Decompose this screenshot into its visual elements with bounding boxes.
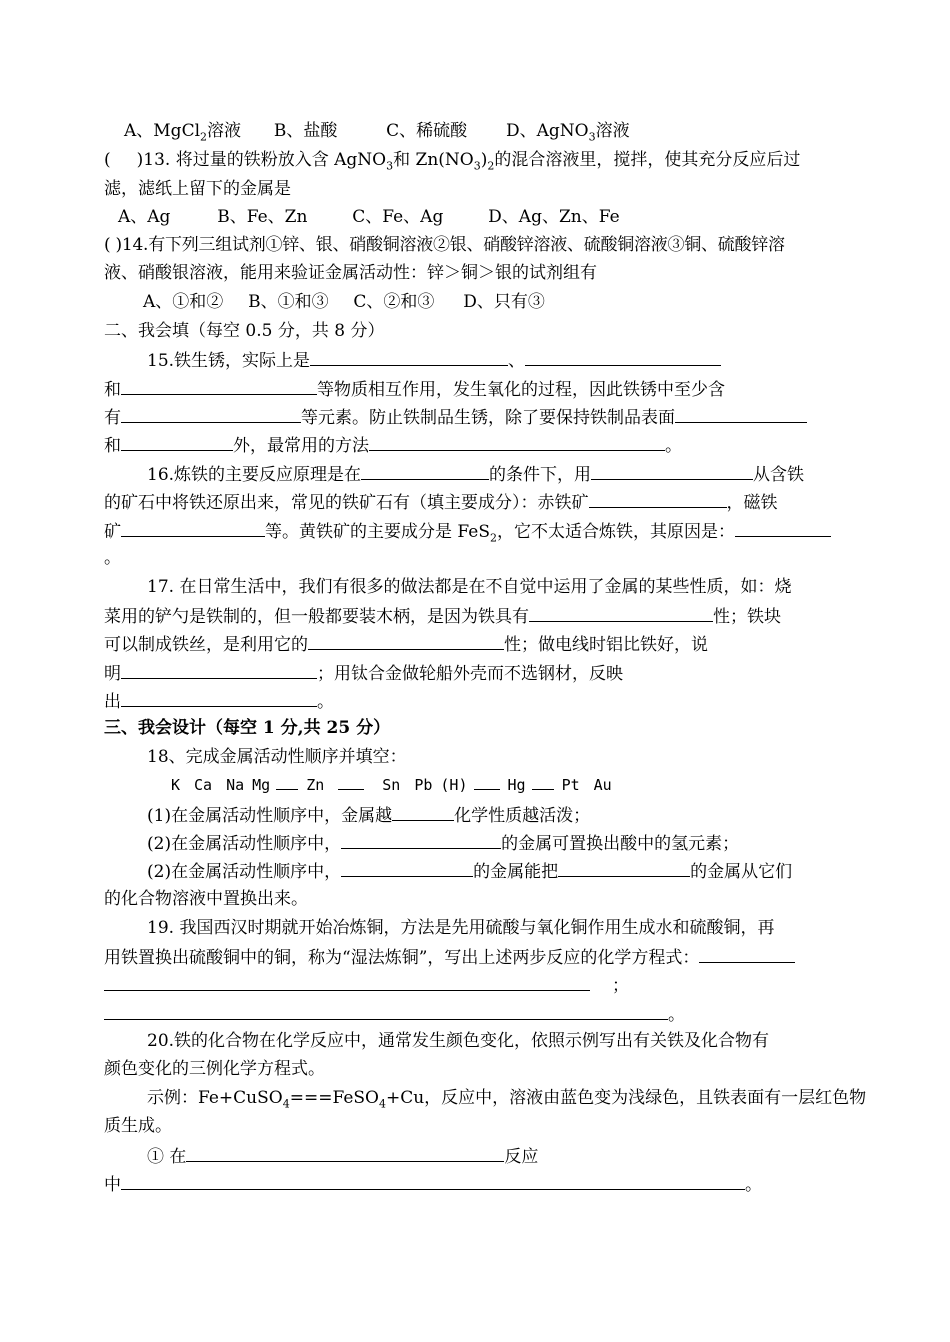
q13-line-1: ( )13. 将过量的铁粉放入含 AgNO$_3$和 $Zn(NO_3)_2$的混合溶液里，搅拌，使其充分反应后过	[104, 150, 801, 173]
q20-line-1: 20.铁的化合物在化学反应中，通常发生颜色变化，依照示例写出有关铁及化合物有	[147, 1031, 770, 1051]
q13-options	[118, 206, 620, 228]
q18-blank-6[interactable]	[341, 831, 501, 849]
q20-blank-2[interactable]	[121, 1172, 745, 1190]
q15-line-1: 15.铁生锈，实际上是 、	[147, 348, 721, 372]
q20-example-cont: 质生成。	[104, 1116, 172, 1136]
q13-option-b: B、Fe、Zn	[217, 207, 308, 227]
q17-line-2: 菜用的铲勺是铁制的，但一般都要装木柄，是因为铁具有 性；铁块	[104, 604, 781, 628]
q18-blank-5[interactable]	[392, 803, 454, 821]
q16-blank-4[interactable]	[121, 519, 265, 537]
q13-option-c: C、Fe、Ag	[352, 207, 444, 227]
q18-blank-1[interactable]	[276, 775, 298, 790]
q19-blank-3[interactable]	[104, 1002, 668, 1020]
q20-line-2: 颜色变化的三例化学方程式。	[104, 1059, 325, 1079]
q18-blank-8[interactable]	[558, 859, 690, 877]
q14-option-a: A、①和②	[143, 292, 224, 312]
q16-blank-1[interactable]	[361, 462, 489, 480]
q17-blank-3[interactable]	[121, 661, 317, 679]
q18-sub-3: (2)在金属活动性顺序中， 的金属能把 的金属从它们	[147, 859, 792, 883]
q17-line-4: 明 ；用钛合金做轮船外壳而不选钢材，反映	[104, 661, 623, 685]
q15-blank-6[interactable]	[121, 433, 233, 451]
q17-line-3: 可以制成铁丝，是利用它的 性；做电线时铝比铁好，说	[104, 632, 708, 656]
q15-blank-4[interactable]	[121, 405, 301, 423]
q14-line-1: ( )14.有下列三组试剂①锌、银、硝酸铜溶液②银、硝酸锌溶液、硫酸铜溶液③铜、硫酸锌溶	[104, 235, 785, 255]
q18-blank-4[interactable]	[532, 775, 554, 790]
q20-item-1: ① 在 反应	[147, 1144, 538, 1168]
q14-option-b: B、①和③	[248, 292, 329, 312]
q18-sub-2: (2)在金属活动性顺序中， 的金属可置换出酸中的氢元素；	[147, 831, 739, 855]
q18-blank-7[interactable]	[341, 859, 473, 877]
q14-option-c: C、②和③	[353, 292, 435, 312]
q19-blank-1[interactable]	[699, 945, 795, 963]
q18-activity-series: K Ca Na Mg Zn Sn Pb (H) Hg Pt Au	[171, 776, 612, 794]
q16-line-3: 矿 等。黄铁矿的主要成分是 FeS$_2$，它不太适合炼铁，其原因是：	[104, 519, 831, 543]
q16-line-1: 16.炼铁的主要反应原理是在 的条件下，用 从含铁	[147, 462, 804, 486]
q18-sub-3-cont: 的化合物溶液中置换出来。	[104, 889, 308, 909]
q13-option-d: D、Ag、Zn、Fe	[488, 207, 620, 227]
q15-blank-3[interactable]	[121, 377, 317, 395]
q19-line-3: ；	[104, 973, 629, 997]
q19-line-1: 19. 我国西汉时期就开始冶炼铜，方法是先用硫酸与氧化铜作用生成水和硫酸铜，再	[147, 918, 775, 938]
q17-blank-4[interactable]	[121, 689, 317, 707]
q17-blank-2[interactable]	[308, 632, 504, 650]
q17-blank-1[interactable]	[529, 604, 713, 622]
section-2-title: 二、我会填（每空 0.5 分，共 8 分）	[104, 321, 385, 341]
q12-options	[124, 120, 630, 142]
q12-option-d: D、AgNO$_3$溶液	[505, 121, 630, 144]
q20-item-1-cont: 中 。	[104, 1172, 762, 1196]
q16-blank-3[interactable]	[589, 490, 727, 508]
q19-line-4: 。	[104, 1002, 685, 1026]
q16-blank-2[interactable]	[591, 462, 753, 480]
q15-blank-5[interactable]	[675, 405, 807, 423]
q13-line-2: 滤，滤纸上留下的金属是	[104, 179, 291, 199]
q12-option-b: B、盐酸	[273, 121, 338, 141]
q19-blank-2[interactable]	[104, 973, 590, 991]
q12-option-a: A、MgCl$_2$溶液	[124, 121, 242, 144]
q14-option-d: D、只有③	[463, 292, 545, 312]
q18-sub-1: (1)在金属活动性顺序中，金属越 化学性质越活泼；	[147, 803, 590, 827]
q15-blank-7[interactable]	[369, 433, 665, 451]
q16-line-2: 的矿石中将铁还原出来，常见的铁矿石有（填主要成分）：赤铁矿 ，磁铁	[104, 490, 778, 514]
q15-line-3: 有 等元素。防止铁制品生锈，除了要保持铁制品表面	[104, 405, 807, 429]
section-3-title: 三、我会设计（每空 1 分,共 25 分）	[104, 718, 391, 738]
q15-blank-1[interactable]	[310, 348, 508, 366]
q13-option-a: A、Ag	[118, 207, 171, 227]
q18-blank-3[interactable]	[474, 775, 500, 790]
q15-line-4: 和 外，最常用的方法 。	[104, 433, 682, 457]
q20-blank-1[interactable]	[186, 1144, 504, 1162]
q14-line-2: 液、硝酸银溶液，能用来验证金属活动性：锌＞铜＞银的试剂组有	[104, 263, 597, 283]
q12-option-c: C、稀硫酸	[386, 121, 468, 141]
q16-line-4: 。	[104, 548, 121, 568]
q17-line-1: 17. 在日常生活中，我们有很多的做法都是在不自觉中运用了金属的某些性质，如：烧	[147, 577, 792, 597]
q15-line-2: 和 等物质相互作用，发生氧化的过程，因此铁锈中至少含	[104, 377, 725, 401]
q16-blank-5[interactable]	[735, 519, 831, 537]
q18-blank-2[interactable]	[338, 775, 364, 790]
q17-line-5: 出 。	[104, 689, 334, 713]
q18-title: 18、完成金属活动性顺序并填空：	[147, 747, 407, 767]
q19-line-2: 用铁置换出硫酸铜中的铜，称为“湿法炼铜”，写出上述两步反应的化学方程式：	[104, 945, 795, 969]
q20-example: 示例：Fe+CuSO$_4$===FeSO$_4$+Cu，反应中，溶液由蓝色变为浅绿色，且铁表面有一层红色物	[147, 1088, 867, 1111]
q14-options	[143, 291, 545, 313]
q15-blank-2[interactable]	[525, 348, 721, 366]
